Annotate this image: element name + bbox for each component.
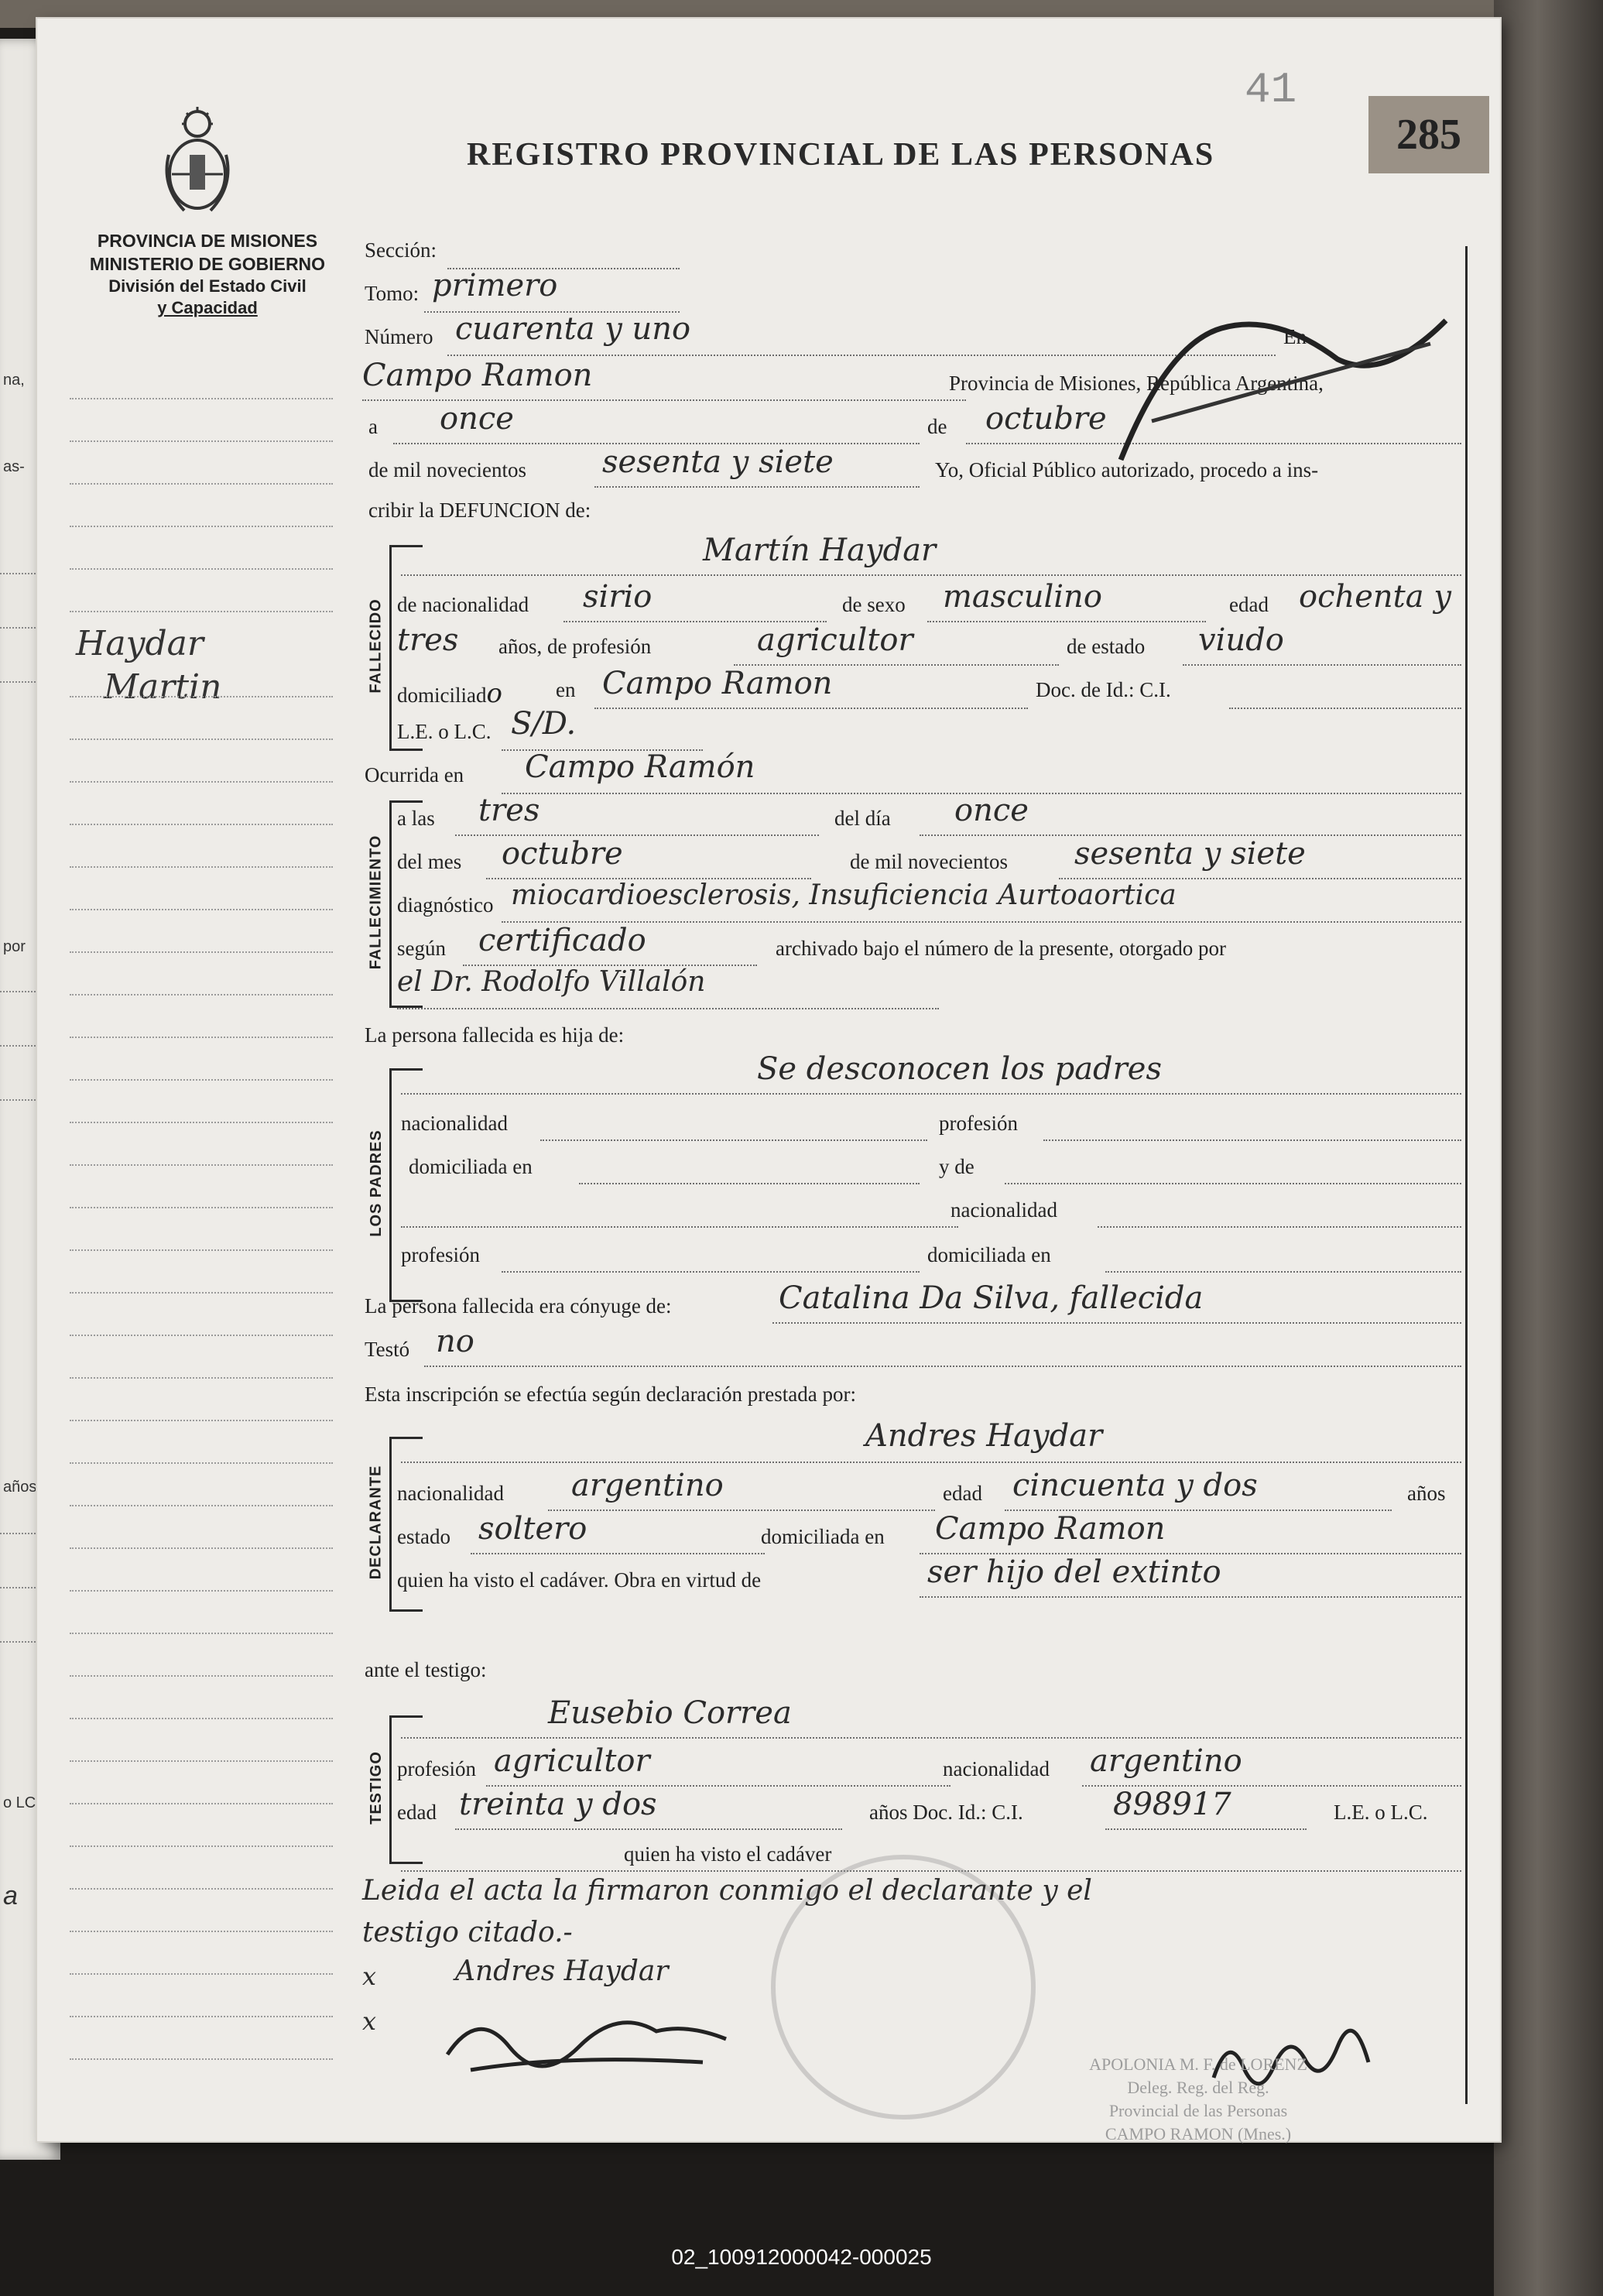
fallecimiento-section-label: FALLECIMIENTO <box>367 834 385 969</box>
testigo-name: Eusebio Correa <box>548 1695 792 1731</box>
hija-label: La persona fallecida es hija de: <box>365 1023 625 1047</box>
segun-label: según <box>397 937 446 960</box>
division-name-2: y Capacidad <box>157 298 258 317</box>
numero-value: cuarenta y uno <box>455 311 691 347</box>
a-las-label: a las <box>397 807 435 830</box>
tomo-value: primero <box>432 268 558 303</box>
test-ci-value: 898917 <box>1113 1787 1231 1822</box>
cross-mark-2: x <box>362 2006 377 2036</box>
deceased-name: Martín Haydar <box>703 533 937 568</box>
register-page <box>37 19 1500 2144</box>
conyuge-label: La persona fallecida era cónyuge de: <box>365 1294 672 1318</box>
margin-surname: Haydar <box>76 624 204 663</box>
coat-of-arms-icon <box>155 101 240 224</box>
cross-mark-1: x <box>362 1962 377 1991</box>
del-mes-label: del mes <box>397 850 462 873</box>
testigo-section-label: TESTIGO <box>367 1750 385 1825</box>
dia-value: once <box>440 401 514 437</box>
page-fragment: años <box>3 1479 37 1496</box>
document-title: REGISTRO PROVINCIAL DE LAS PERSONAS <box>467 137 1215 173</box>
en-label-2: en <box>556 678 576 701</box>
hora-value: tres <box>478 793 540 828</box>
padres-nacionalidad-label: nacionalidad <box>401 1112 508 1135</box>
nacionalidad-label: de nacionalidad <box>397 593 529 616</box>
book-binding <box>1494 0 1603 2296</box>
domiciliado-label: domiciliado <box>397 678 502 709</box>
province-name: PROVINCIA DE MISIONES <box>97 231 318 251</box>
test-profesion-label: profesión <box>397 1757 476 1780</box>
page-fragment: na, <box>3 372 25 389</box>
stamp-line: CAMPO RAMON (Mnes.) <box>1105 2124 1292 2144</box>
sexo-value: masculino <box>943 579 1102 615</box>
test-nacionalidad-value: argentino <box>1090 1743 1242 1779</box>
archivado-label: archivado bajo el número de la presente, otorgado por <box>776 937 1227 960</box>
anio2-value: sesenta y siete <box>1074 836 1306 872</box>
provincia-label: Provincia de Misiones, República Argentina, <box>949 372 1324 395</box>
page-fragment: a <box>3 1881 18 1910</box>
mes2-value: octubre <box>502 836 623 872</box>
padres-value: Se desconocen los padres <box>757 1051 1162 1087</box>
cribir-label: cribir la DEFUNCION de: <box>368 499 591 522</box>
mes-value: octubre <box>985 401 1107 437</box>
decl-estado-label: estado <box>397 1525 450 1548</box>
segun-value: certificado <box>478 923 646 958</box>
test-nacionalidad-label: nacionalidad <box>943 1757 1050 1780</box>
decl-nacionalidad-value: argentino <box>571 1468 724 1503</box>
estado-label: de estado <box>1067 635 1146 658</box>
stamp-line: Deleg. Reg. del Reg. <box>1127 2078 1269 2097</box>
test-profesion-value: agricultor <box>494 1743 650 1779</box>
ocurrida-value: Campo Ramón <box>525 749 755 785</box>
fallecido-section-label: FALLECIDO <box>367 598 385 694</box>
doc-id-label: Doc. de Id.: C.I. <box>1036 678 1171 701</box>
issuing-office <box>76 229 339 319</box>
nacionalidad-value: sirio <box>583 579 653 615</box>
diagnostico-value: miocardioesclerosis, Insuficiencia Aurtoaortica <box>511 879 1177 911</box>
anio-value: sesenta y siete <box>602 444 834 480</box>
decl-estado-value: soltero <box>478 1511 587 1547</box>
margin-firstname: Martin <box>104 667 222 707</box>
testo-label: Testó <box>365 1338 410 1361</box>
ocurrida-label: Ocurrida en <box>365 763 464 786</box>
le-lc-value: S/D. <box>511 706 577 742</box>
ministry-name: MINISTERIO DE GOBIERNO <box>89 254 326 274</box>
test-edad-label: edad <box>397 1801 437 1824</box>
decl-edad-value: cincuenta y dos <box>1012 1468 1258 1503</box>
conyuge-value: Catalina Da Silva, fallecida <box>779 1280 1204 1316</box>
del-dia-label: del día <box>834 807 891 830</box>
diagnostico-label: diagnóstico <box>397 893 494 917</box>
padres-profesion-label-2: profesión <box>401 1243 480 1266</box>
page-fragment: as- <box>3 458 25 475</box>
test-le-lc-label: L.E. o L.C. <box>1334 1801 1428 1824</box>
seccion-label: Sección: <box>365 238 437 262</box>
decl-domicilio-label: domiciliada en <box>761 1525 885 1548</box>
y-de-label: y de <box>939 1155 974 1178</box>
padres-profesion-label: profesión <box>939 1112 1018 1135</box>
edad-value-b: tres <box>397 622 459 658</box>
folio-number-handwritten: 41 <box>1245 65 1297 115</box>
decl-anos-label: años <box>1407 1482 1446 1505</box>
registrar-stamp <box>1036 2053 1361 2146</box>
de-label: de <box>927 415 947 438</box>
right-border <box>1465 246 1468 2104</box>
dia2-value: once <box>954 793 1029 828</box>
test-edad-value: treinta y dos <box>459 1787 657 1822</box>
page-fragment: por <box>3 938 26 955</box>
decl-virtud-value: ser hijo del extinto <box>927 1554 1221 1590</box>
declarant-signature: Andres Haydar <box>455 1955 669 1987</box>
tomo-label: Tomo: <box>365 282 420 305</box>
edad-value-a: ochenta y <box>1299 579 1451 615</box>
stamp-line: APOLONIA M. F. de LORENZ <box>1089 2054 1307 2074</box>
de-mil-label: de mil novecientos <box>368 458 526 481</box>
declarante-name: Andres Haydar <box>865 1418 1103 1454</box>
testo-value: no <box>436 1324 474 1359</box>
estado-value: viudo <box>1198 622 1284 658</box>
padres-domicilio-label-2: domiciliada en <box>927 1243 1051 1266</box>
domicilio-value: Campo Ramon <box>602 666 833 701</box>
declarante-section-label: DECLARANTE <box>367 1465 385 1579</box>
ante-testigo-label: ante el testigo: <box>365 1658 487 1681</box>
margin-rubber-stamp-icon <box>1105 297 1461 475</box>
profesion-value: agricultor <box>757 622 913 658</box>
inscripcion-label: Esta inscripción se efectúa según declaración prestada por: <box>365 1383 856 1406</box>
decl-domicilio-value: Campo Ramon <box>935 1511 1166 1547</box>
en-label: En <box>1283 325 1307 348</box>
test-doc-label: años Doc. Id.: C.I. <box>869 1801 1023 1824</box>
padres-nacionalidad-label-2: nacionalidad <box>950 1198 1057 1222</box>
closing-line-2: testigo citado.- <box>362 1917 573 1948</box>
oficial-label: Yo, Oficial Público autorizado, procedo a ins- <box>935 458 1319 481</box>
sexo-label: de sexo <box>842 593 906 616</box>
padres-section-label: LOS PADRES <box>367 1129 385 1237</box>
decl-nacionalidad-label: nacionalidad <box>397 1482 504 1505</box>
image-file-label: 02_100912000042-000025 <box>671 2245 932 2269</box>
domicilio-suffix: o <box>486 678 502 709</box>
stamp-line: Provincial de las Personas <box>1108 2101 1288 2120</box>
lugar-value: Campo Ramon <box>362 358 593 393</box>
edad-label: edad <box>1229 593 1269 616</box>
anos-profesion-label: años, de profesión <box>498 635 652 658</box>
le-lc-label: L.E. o L.C. <box>397 720 492 743</box>
decl-edad-label: edad <box>943 1482 982 1505</box>
division-name: División del Estado Civil <box>108 276 307 296</box>
test-cadaver-label: quien ha visto el cadáver <box>624 1842 832 1866</box>
page-fragment: o LC <box>3 1794 36 1811</box>
a-label: a <box>368 415 378 438</box>
numero-label: Número <box>365 325 433 348</box>
closing-line-1: Leida el acta la firmaron conmigo el declarante y el <box>362 1875 1092 1907</box>
medico-value: el Dr. Rodolfo Villalón <box>397 966 706 998</box>
decl-cadaver-label: quien ha visto el cadáver. Obra en virtud de <box>397 1568 762 1592</box>
witness-signature-icon <box>440 2000 811 2085</box>
de-mil-label-2: de mil novecientos <box>850 850 1008 873</box>
folio-number-stamp: 285 <box>1368 96 1489 173</box>
padres-domicilio-label: domiciliada en <box>409 1155 533 1178</box>
